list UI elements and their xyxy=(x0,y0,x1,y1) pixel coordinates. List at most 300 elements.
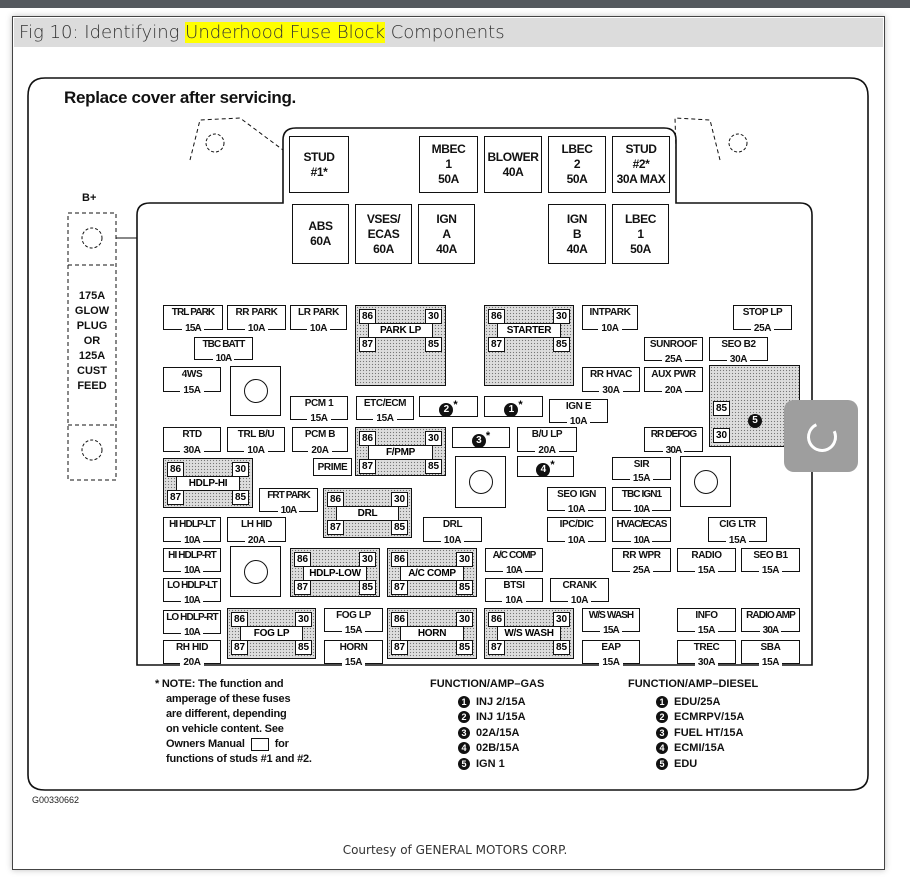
relay-w-s-wash[interactable] xyxy=(484,608,574,659)
maxi-fuse[interactable] xyxy=(548,204,606,264)
fuse-amp xyxy=(613,474,670,483)
relay-terminal: 86 xyxy=(231,612,248,627)
maxi-fuse[interactable] xyxy=(419,136,478,193)
number-badge: 1 xyxy=(656,696,668,708)
relay-starter[interactable] xyxy=(484,305,574,386)
stud-feed-line: GLOW xyxy=(74,305,110,317)
fuse-label: ABS xyxy=(308,219,333,233)
fuse-amp-value: 15A xyxy=(342,625,365,636)
fuse-hi-hdlp-lt[interactable] xyxy=(163,517,221,546)
fuse-label: FRT PARK xyxy=(267,490,310,501)
fuse-label: HI HDLP-RT xyxy=(168,550,216,561)
fuse-label: BLOWER xyxy=(487,149,539,164)
fuse-amp xyxy=(678,566,735,575)
fuse-amp xyxy=(518,446,576,455)
loading-spinner-icon xyxy=(803,418,841,456)
relay-terminal: 85 xyxy=(553,337,570,352)
fuse-label: RH HID xyxy=(175,642,209,653)
fuse-seo-b1[interactable] xyxy=(741,548,800,576)
fuse-amp: 50A xyxy=(438,172,459,186)
fuse-amp xyxy=(357,414,413,423)
fuse-label: FOG LP xyxy=(336,610,371,621)
fuse-info[interactable] xyxy=(677,608,736,636)
fuse-label: SBA xyxy=(760,642,781,653)
relay-terminal: 86 xyxy=(488,612,505,627)
fuse-rr-park[interactable] xyxy=(227,305,286,334)
fuse-amp-value: 15A xyxy=(373,413,396,424)
fuse-amp xyxy=(260,506,317,515)
fuse-label: PCM 1 xyxy=(304,398,334,409)
function-item xyxy=(458,741,544,757)
fuse-lr-park[interactable] xyxy=(290,305,347,334)
maxi-fuse[interactable] xyxy=(484,136,542,193)
fuse-amp-value: 15A xyxy=(695,625,718,636)
note-text xyxy=(155,677,312,767)
fuse-label: SEO IGN xyxy=(557,489,596,500)
relay-terminal: 85 xyxy=(425,459,442,474)
relay-terminal: 30 xyxy=(425,431,442,446)
number-badge: 4 xyxy=(458,742,470,754)
fuse-amp-value: 25A xyxy=(662,354,685,365)
fuse-btsi[interactable] xyxy=(485,578,543,606)
fuse-amp-value: 15A xyxy=(182,323,204,334)
fuse-amp: 40A xyxy=(436,241,457,256)
relay-terminal: 30 xyxy=(456,612,473,627)
fuse-amp-value: 15A xyxy=(600,625,622,636)
maxi-fuse[interactable] xyxy=(355,204,412,264)
fuse-intpark[interactable] xyxy=(582,305,638,334)
function-item xyxy=(458,757,544,773)
note-text: functions of studs #1 and #2. xyxy=(166,753,312,765)
fuse-amp xyxy=(325,626,382,635)
fuse-amp: 50A xyxy=(566,172,588,186)
fuse-lo-hdlp-rt[interactable] xyxy=(163,610,221,638)
relay-terminal: 87 xyxy=(391,580,408,595)
relay-terminal: 86 xyxy=(359,309,376,324)
maxi-fuse[interactable] xyxy=(612,204,669,264)
relay-terminal: 86 xyxy=(391,612,408,627)
number-badge: 2 xyxy=(656,711,668,723)
fuse-amp-value: 10A xyxy=(441,535,464,546)
fuse-trl-park[interactable] xyxy=(163,305,223,334)
note-text: * NOTE: The function and xyxy=(155,678,284,690)
fuse-amp-value: 15A xyxy=(726,535,749,546)
fuse-sub: #1* xyxy=(310,164,328,179)
fuse-amp xyxy=(164,536,220,545)
fuse-amp-value: 30A xyxy=(695,657,718,668)
fuse-amp-value: 15A xyxy=(180,385,203,396)
loading-overlay-button[interactable] xyxy=(784,400,858,472)
fuse-amp xyxy=(164,628,220,637)
fuse-label: INTPARK xyxy=(589,307,631,318)
fuse-sub: 1 xyxy=(445,157,452,171)
function-diesel-list xyxy=(628,677,758,772)
asterisk-mark: * xyxy=(485,430,491,442)
function-text: FUEL HT/15A xyxy=(674,726,744,739)
number-badge: 4 xyxy=(656,742,668,754)
relay-terminal: 87 xyxy=(294,580,311,595)
maxi-fuse[interactable] xyxy=(548,136,606,193)
relay-terminal: 86 xyxy=(359,431,376,446)
empty-cavity xyxy=(230,366,281,416)
note-text: Owners Manual xyxy=(166,738,245,750)
relay-terminal: 85 xyxy=(391,520,408,535)
relay-name: PARK LP xyxy=(368,323,433,338)
fuse-prime[interactable] xyxy=(313,458,352,476)
fuse-amp xyxy=(550,417,607,426)
fuse-amp xyxy=(424,536,481,545)
fuse-lo-hdlp-lt[interactable] xyxy=(163,578,221,606)
fuse-label: RTD xyxy=(182,429,202,440)
fuse-amp xyxy=(645,386,702,395)
maxi-fuse[interactable] xyxy=(289,136,349,193)
function-text: 02B/15A xyxy=(476,742,520,754)
fuse-amp-value: 10A xyxy=(213,353,235,364)
relay-name: A/C COMP xyxy=(400,566,464,581)
note-line xyxy=(166,722,312,737)
fuse-amp xyxy=(228,536,285,545)
fuse-amp-value: 10A xyxy=(245,323,268,334)
fuse-amp xyxy=(293,446,347,455)
fuse-amp xyxy=(195,354,252,363)
fuse-amp-value: 10A xyxy=(631,504,653,515)
note-text: amperage of these fuses xyxy=(166,693,291,705)
fuse-amp-value: 15A xyxy=(630,473,653,484)
fuse-label: TREC xyxy=(693,642,720,653)
relay-f-pmp[interactable] xyxy=(355,427,446,476)
function-text: ECMRPV/15A xyxy=(674,711,745,723)
numbered-fuse-slot-1[interactable] xyxy=(484,396,543,417)
fuse-rtd[interactable] xyxy=(163,427,221,456)
fuse-lh-hid[interactable] xyxy=(227,517,286,546)
fuse-amp-value: 10A xyxy=(631,535,653,546)
relay-name: HORN xyxy=(400,626,464,641)
relay-terminal: 30 xyxy=(456,552,473,567)
fuse-rr-hvac[interactable] xyxy=(582,367,640,396)
caption-prefix: Fig 10: Identifying xyxy=(19,22,186,43)
relay-terminal: 87 xyxy=(391,640,408,655)
relay-fog-lp[interactable] xyxy=(227,608,316,659)
fuse-label: LH HID xyxy=(241,519,272,530)
fuse-label: PCM B xyxy=(304,429,336,440)
fuse-label: BTSI xyxy=(503,580,525,591)
fuse-ipc-dic[interactable] xyxy=(547,517,606,546)
fuse-label: SEO B1 xyxy=(753,550,788,561)
function-gas-list xyxy=(430,677,544,772)
fuse-sub: ECAS xyxy=(367,226,400,241)
fuse-radio[interactable] xyxy=(677,548,736,576)
note-line xyxy=(166,692,312,707)
note-text: for xyxy=(274,738,289,750)
fuse-amp xyxy=(583,386,639,395)
fuse-crank[interactable] xyxy=(550,578,609,606)
fuse-label: RR HVAC xyxy=(589,369,632,380)
relay-terminal: 30 xyxy=(425,309,442,324)
fuse-trl-b-u[interactable] xyxy=(227,427,285,456)
fuse-amp xyxy=(742,566,799,575)
fuse-amp: 60A xyxy=(373,241,394,256)
fuse-label: RR DEFOG xyxy=(650,429,697,440)
fuse-w-s-wash[interactable] xyxy=(582,608,640,636)
fuse-sub: #2* xyxy=(632,157,650,171)
fuse-eap[interactable] xyxy=(582,640,640,668)
fuse-label: STUD xyxy=(303,149,335,164)
fuse-seo-b2[interactable] xyxy=(709,337,768,365)
relay-terminal: 85 xyxy=(425,337,442,352)
fuse-amp-value: 10A xyxy=(565,535,588,546)
numbered-fuse-slot-4[interactable] xyxy=(517,456,574,477)
relay-terminal: 30 xyxy=(391,492,408,507)
fuse-amp-value: 15A xyxy=(759,565,782,576)
fuse-amp-value: 20A xyxy=(662,385,685,396)
note-line xyxy=(166,737,312,752)
maxi-fuse[interactable] xyxy=(612,136,670,193)
fuse-aux-pwr[interactable] xyxy=(644,367,703,396)
fuse-amp xyxy=(548,536,605,545)
fuse-amp-value: 20A xyxy=(535,445,558,456)
fuse-amp-value: 15A xyxy=(599,657,622,668)
number-badge: 5 xyxy=(656,758,668,770)
fuse-amp-value: 10A xyxy=(307,323,330,334)
fuse-cig-ltr[interactable] xyxy=(708,517,767,546)
function-text: INJ 1/15A xyxy=(476,711,526,723)
fuse-amp: 60A xyxy=(310,234,331,248)
function-heading: FUNCTION/AMP–DIESEL xyxy=(628,678,759,690)
relay-terminal: 87 xyxy=(488,337,505,352)
fuse-amp-value: 20A xyxy=(180,657,203,668)
fuse-pcm-1[interactable] xyxy=(290,396,348,424)
fuse-label: CIG LTR xyxy=(719,519,756,530)
fuse-label: HVAC/ECAS xyxy=(616,519,667,530)
function-item xyxy=(458,710,544,726)
relay-a-c-comp[interactable] xyxy=(387,548,477,597)
relay-hdlp-low[interactable] xyxy=(290,548,380,597)
relay-name: DRL xyxy=(336,506,399,521)
function-item xyxy=(656,695,758,711)
number-badge: 3 xyxy=(656,727,668,739)
fuse-seo-ign[interactable] xyxy=(547,487,606,515)
fuse-amp-value: 15A xyxy=(695,565,718,576)
fuse-label: TRL PARK xyxy=(171,307,215,318)
function-item xyxy=(458,695,544,711)
fuse-amp xyxy=(164,386,220,395)
fuse-amp-value: 10A xyxy=(598,323,621,334)
b-plus-label: B+ xyxy=(82,192,97,204)
relay-terminal: 30 xyxy=(713,428,730,443)
fuse-radio-amp[interactable] xyxy=(741,608,800,636)
fuse-sba[interactable] xyxy=(741,640,800,668)
fuse-label: LR PARK xyxy=(298,307,339,318)
asterisk-mark: * xyxy=(518,399,523,411)
fuse-label: RR WPR xyxy=(622,550,661,561)
fuse-horn[interactable] xyxy=(324,640,383,668)
stud-feed-label xyxy=(68,289,116,394)
fuse-amp-value: 10A xyxy=(565,504,588,515)
relay-terminal: 85 xyxy=(359,580,376,595)
fuse-amp-value: 10A xyxy=(502,595,525,606)
relay-terminal: 30 xyxy=(295,612,312,627)
fuse-b-u-lp[interactable] xyxy=(517,427,577,456)
fuse-amp-value: 30A xyxy=(727,354,750,365)
caption-highlight: Underhood Fuse Block xyxy=(185,22,385,43)
fuse-amp xyxy=(613,505,670,514)
fuse-label: IPC/DIC xyxy=(559,519,594,530)
relay-terminal: 86 xyxy=(391,552,408,567)
fuse-label: STUD xyxy=(625,142,657,156)
fuse-drl[interactable] xyxy=(423,517,482,546)
number-badge: 1 xyxy=(504,403,518,417)
fuse-label: LO HDLP-RT xyxy=(166,612,218,623)
fuse-sub: B xyxy=(572,226,582,241)
fuse-amp-value: 15A xyxy=(759,657,782,668)
fuse-rh-hid[interactable] xyxy=(163,640,221,668)
number-badge: 2 xyxy=(439,403,453,417)
fuse-amp xyxy=(709,536,766,545)
fuse-amp-value: 10A xyxy=(567,416,590,427)
fuse-tbc-batt[interactable] xyxy=(194,337,253,364)
fuse-label: DRL xyxy=(442,519,463,530)
caption-suffix: Components xyxy=(384,22,505,43)
relay-terminal: 30 xyxy=(232,462,249,477)
number-5-badge: 5 xyxy=(748,414,762,428)
numbered-fuse-slot-2[interactable] xyxy=(419,396,478,417)
fuse-label: A/C COMP xyxy=(492,550,536,561)
fuse-fog-lp[interactable] xyxy=(324,608,383,636)
fuse-label: RADIO AMP xyxy=(746,610,795,621)
fuse-amp xyxy=(164,658,220,667)
fuse-label: MBEC xyxy=(431,142,466,156)
relay-terminal: 85 xyxy=(713,401,730,416)
fuse-label: TRL B/U xyxy=(237,429,275,440)
fuse-ign-e[interactable] xyxy=(549,399,608,427)
empty-cavity xyxy=(230,546,281,597)
relay-horn[interactable] xyxy=(387,608,477,659)
fuse-label: HORN xyxy=(339,642,368,653)
fuse-amp-value: 10A xyxy=(181,627,203,638)
relay-terminal: 86 xyxy=(327,492,344,507)
fuse-amp xyxy=(645,355,702,364)
fuse-amp xyxy=(583,626,639,635)
fuse-rr-wpr[interactable] xyxy=(612,548,671,576)
relay-drl[interactable] xyxy=(323,488,412,538)
fuse-amp: 50A xyxy=(630,241,651,256)
fuse-label: RADIO xyxy=(691,550,722,561)
numbered-fuse-slot-3[interactable] xyxy=(452,427,510,448)
fuse-amp-value: 30A xyxy=(760,625,782,636)
fuse-amp-value: 20A xyxy=(245,535,268,546)
fuse-amp-value: 10A xyxy=(181,565,203,576)
fuse-trec[interactable] xyxy=(677,640,736,668)
fuse-label: IGN xyxy=(566,211,588,226)
fuse-label: HI HDLP-LT xyxy=(169,519,215,530)
fuse-label: VSES/ xyxy=(366,211,401,226)
fuse-label: EAP xyxy=(601,642,621,653)
maxi-fuse[interactable] xyxy=(418,204,475,264)
fuse-amp-value: 15A xyxy=(307,413,330,424)
fuse-amp: 30A MAX xyxy=(616,172,666,186)
fuse-amp-value: 30A xyxy=(599,385,622,396)
asterisk-mark: * xyxy=(453,399,458,411)
fuse-etc-ecm[interactable] xyxy=(356,396,414,424)
fuse-a-c-comp[interactable] xyxy=(485,548,543,576)
relay-park-lp[interactable] xyxy=(355,305,446,386)
relay-name: FOG LP xyxy=(240,626,303,641)
fuse-label: RR PARK xyxy=(235,307,278,318)
fuse-tbc-ign1[interactable] xyxy=(612,487,671,515)
stud-feed-line: 175A xyxy=(78,290,106,302)
fuse-frt-park[interactable] xyxy=(259,488,318,516)
relay-name: STARTER xyxy=(497,323,561,338)
fuse-label: CRANK xyxy=(562,580,597,591)
relay-terminal: 87 xyxy=(488,640,505,655)
fuse-stop-lp[interactable] xyxy=(733,305,792,334)
fuse-amp xyxy=(734,324,791,333)
stud-feed-line: OR xyxy=(83,335,101,347)
note-line xyxy=(155,677,312,692)
fuse-label: LBEC xyxy=(561,142,593,156)
fuse-amp-value: 15A xyxy=(342,657,365,668)
fuse-label: ETC/ECM xyxy=(363,398,407,409)
relay-hdlp-hi[interactable] xyxy=(163,458,253,508)
fuse-sunroof[interactable] xyxy=(644,337,703,365)
fuse-amp xyxy=(742,626,799,635)
function-text: ECMI/15A xyxy=(674,742,725,754)
relay-terminal: 87 xyxy=(327,520,344,535)
fuse-amp-value: 20A xyxy=(308,445,331,456)
fuse-amp xyxy=(583,324,637,333)
function-item xyxy=(656,726,758,742)
figure-code: G00330662 xyxy=(32,795,80,805)
fuse-rr-defog[interactable] xyxy=(644,427,703,456)
fuse-label: TBC BATT xyxy=(202,339,245,350)
fuse-sir[interactable] xyxy=(612,457,671,484)
empty-cavity xyxy=(455,456,506,508)
maxi-fuse[interactable] xyxy=(292,204,349,264)
fuse-hi-hdlp-rt[interactable] xyxy=(163,548,221,576)
stud-feed-line: CUST xyxy=(77,365,107,377)
fuse-amp xyxy=(486,566,542,575)
fuse-amp xyxy=(325,658,382,667)
fuse-amp xyxy=(710,355,767,364)
fuse-amp xyxy=(678,658,735,667)
fuse-pcm-b[interactable] xyxy=(292,427,348,456)
fuse-label: PRIME xyxy=(317,462,348,473)
fuse-label: SUNROOF xyxy=(649,339,698,350)
fuse-4ws[interactable] xyxy=(163,367,221,396)
fuse-label: IGN E xyxy=(565,401,592,412)
relay-terminal: 86 xyxy=(294,552,311,567)
fuse-amp xyxy=(548,505,605,514)
fuse-label: SEO B2 xyxy=(721,339,756,350)
fuse-amp xyxy=(486,596,542,605)
note-line xyxy=(166,707,312,722)
fuse-amp: 40A xyxy=(502,164,524,179)
function-item xyxy=(656,710,758,726)
number-badge: 5 xyxy=(458,758,470,770)
fuse-label: TBC IGN1 xyxy=(621,489,662,500)
fuse-amp-value: 10A xyxy=(278,505,300,516)
fuse-sub: 2 xyxy=(573,157,581,171)
fuse-sub: 1 xyxy=(637,226,644,241)
number-badge: 2 xyxy=(458,711,470,723)
diagram-title: Replace cover after servicing. xyxy=(64,88,296,107)
relay-terminal: 85 xyxy=(456,640,473,655)
function-item xyxy=(458,726,544,742)
fuse-amp xyxy=(228,324,285,333)
fuse-hvac-ecas[interactable] xyxy=(612,517,671,546)
function-item xyxy=(656,757,758,773)
stud-feed-line: PLUG xyxy=(76,320,108,332)
